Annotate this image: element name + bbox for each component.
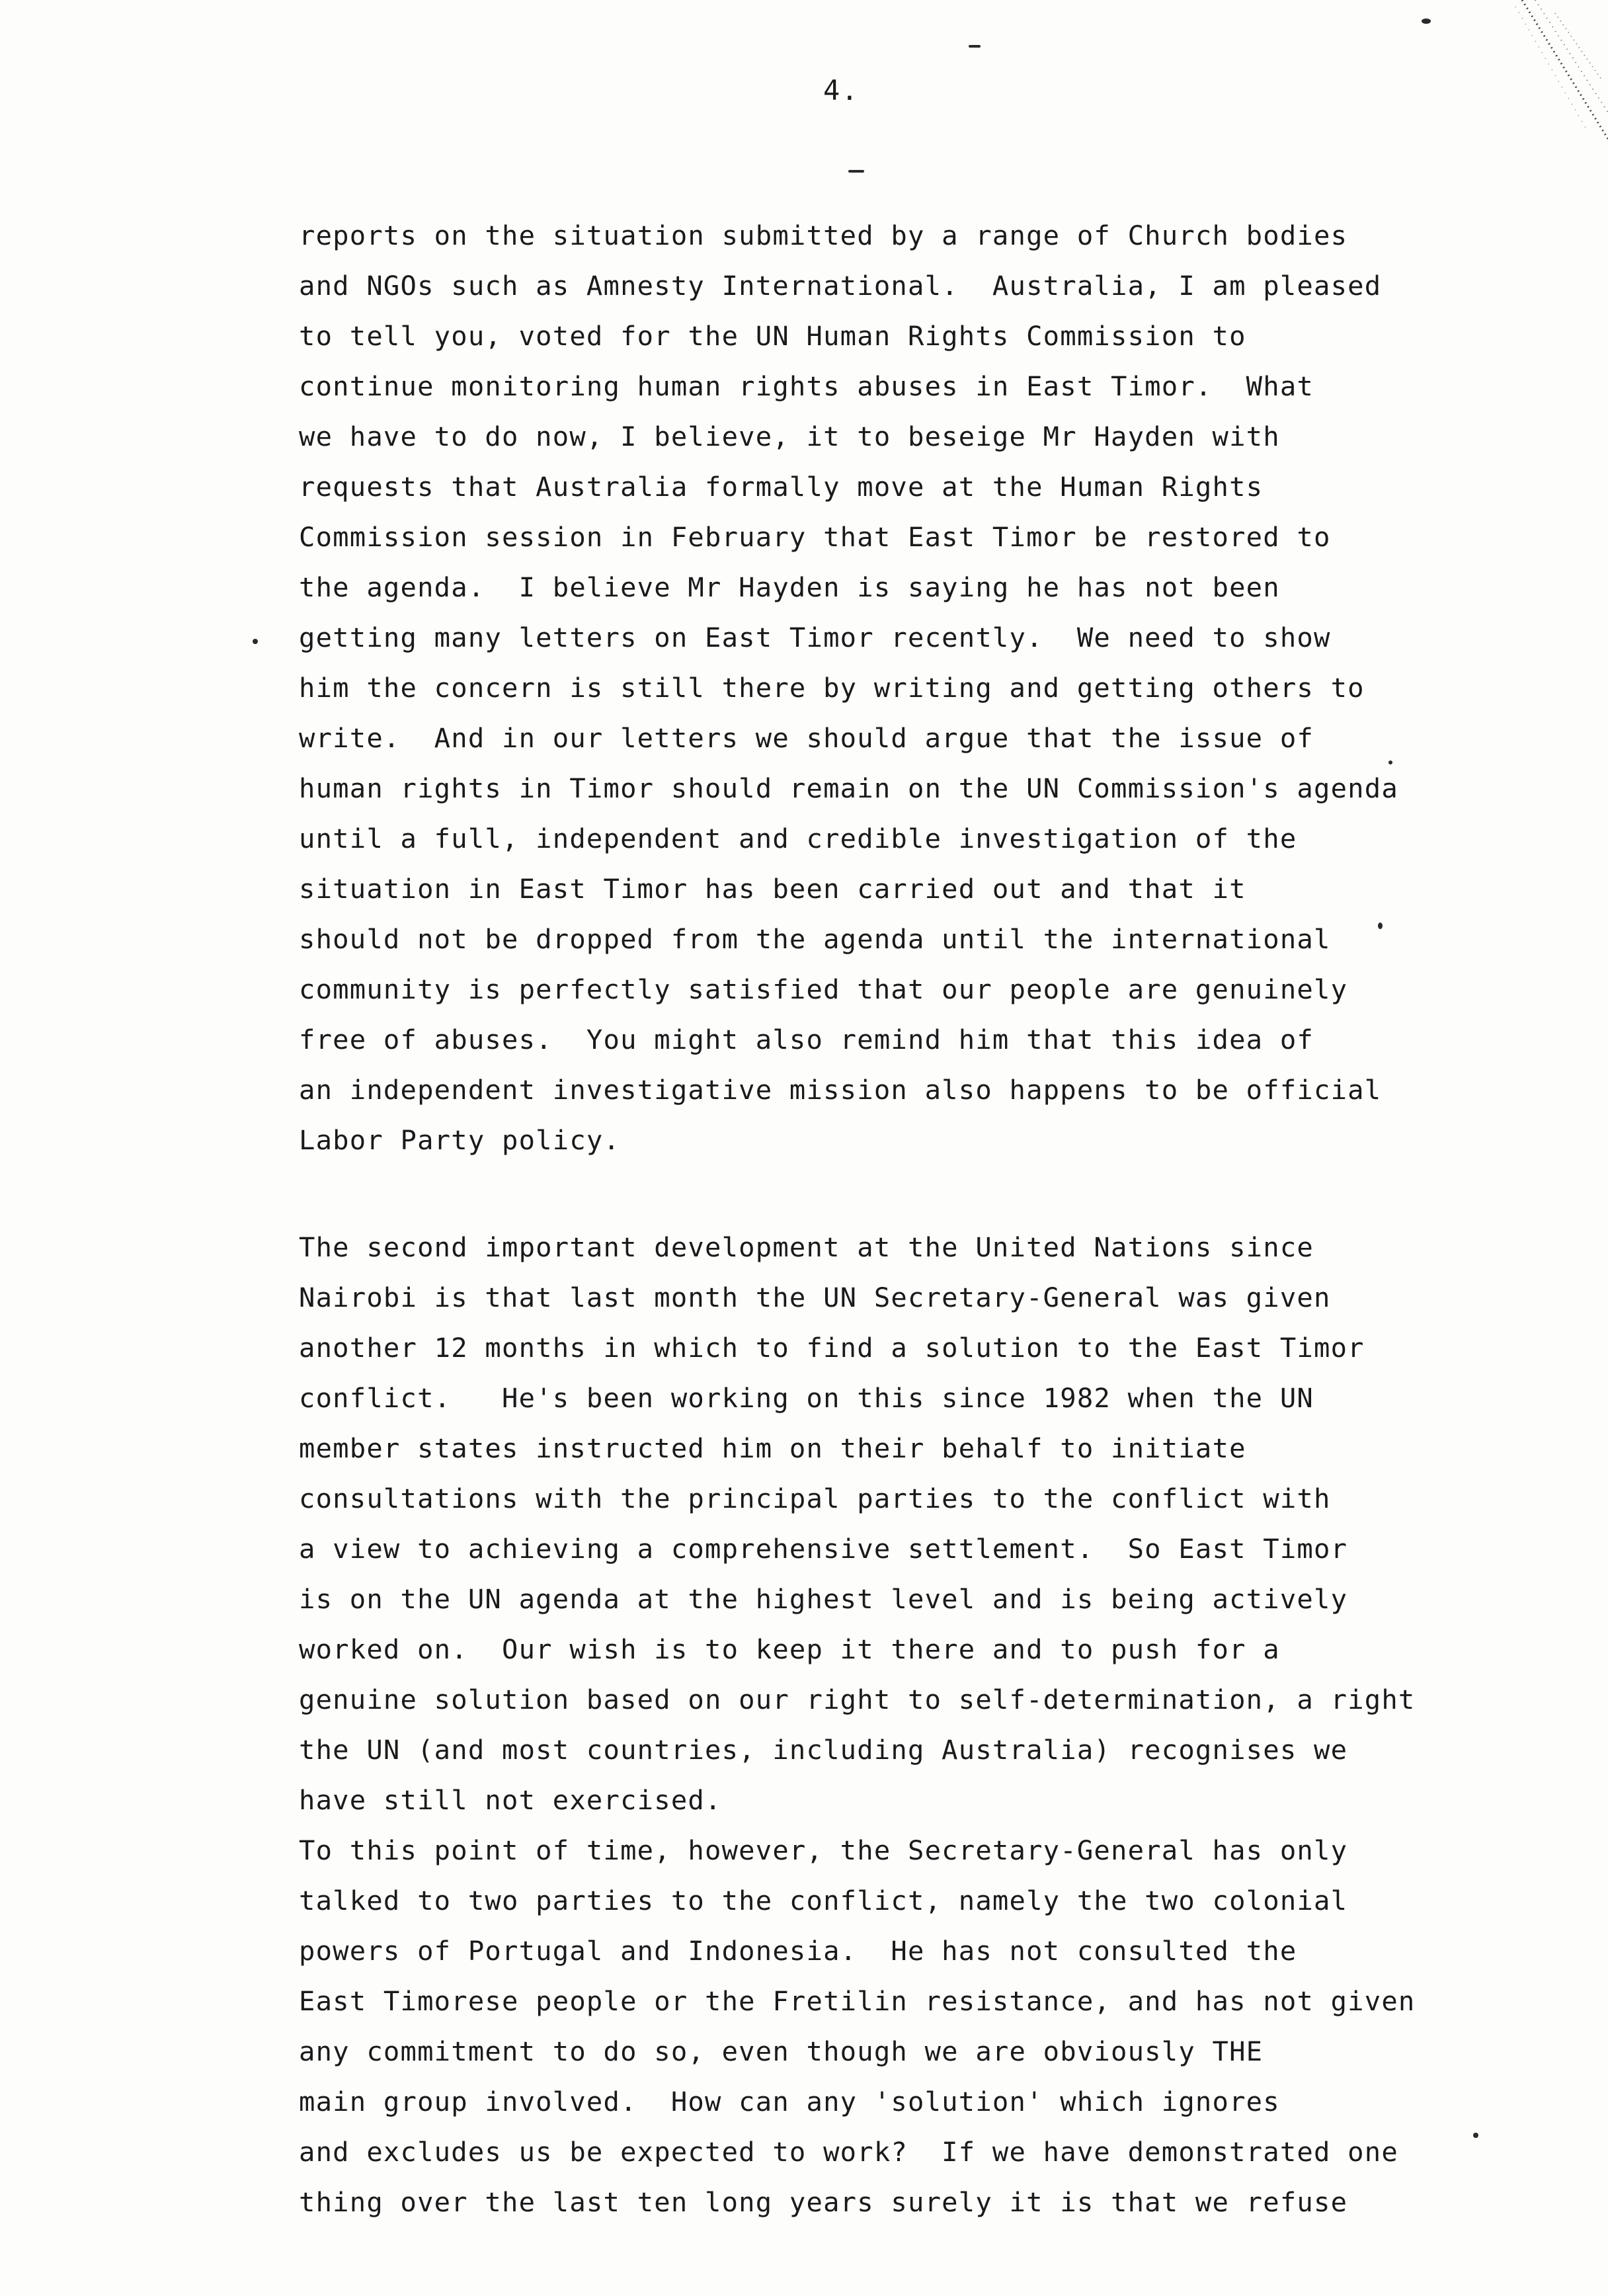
text-line: worked on. Our wish is to keep it there and to push for a bbox=[299, 1633, 1280, 1665]
text-line: East Timorese people or the Fretilin resistance, and has not given bbox=[299, 1985, 1416, 2017]
text-line: Labor Party policy. bbox=[299, 1124, 621, 1156]
text-line: until a full, independent and credible investigation of the bbox=[299, 823, 1297, 854]
paragraph bbox=[299, 210, 1463, 1165]
paragraph bbox=[299, 1825, 1463, 2227]
scan-speck bbox=[1473, 2133, 1478, 2138]
scan-speck bbox=[969, 45, 981, 48]
text-line: main group involved. How can any 'solution' which ignores bbox=[299, 2086, 1280, 2117]
paragraph-gap bbox=[299, 1165, 1463, 1222]
text-line: a view to achieving a comprehensive settlement. So East Timor bbox=[299, 1533, 1348, 1565]
text-line: and NGOs such as Amnesty International. Australia, I am pleased bbox=[299, 270, 1382, 302]
text-line: another 12 months in which to find a solution to the East Timor bbox=[299, 1332, 1365, 1364]
text-line: human rights in Timor should remain on the UN Commission's agenda bbox=[299, 772, 1398, 804]
text-line: requests that Australia formally move at the Human Rights bbox=[299, 471, 1264, 503]
text-line: Commission session in February that East Timor be restored to bbox=[299, 521, 1331, 553]
scan-speck bbox=[253, 639, 258, 644]
text-line: and excludes us be expected to work? If we have demonstrated one bbox=[299, 2136, 1398, 2168]
text-line: reports on the situation submitted by a range of Church bodies bbox=[299, 220, 1348, 251]
text-line: any commitment to do so, even though we are obviously THE bbox=[299, 2035, 1264, 2067]
text-line: genuine solution based on our right to self-determination, a right bbox=[299, 1684, 1416, 1715]
text-line: we have to do now, I believe, it to beseige Mr Hayden with bbox=[299, 421, 1280, 452]
text-line: write. And in our letters we should argue that the issue of bbox=[299, 722, 1314, 754]
text-line: the UN (and most countries, including Australia) recognises we bbox=[299, 1734, 1348, 1766]
text-line: getting many letters on East Timor recently. We need to show bbox=[299, 622, 1331, 653]
text-line: is on the UN agenda at the highest level and is being actively bbox=[299, 1583, 1348, 1615]
text-line: should not be dropped from the agenda until the international bbox=[299, 923, 1331, 955]
text-line: the agenda. I believe Mr Hayden is saying he has not been bbox=[299, 571, 1280, 603]
text-line: have still not exercised. bbox=[299, 1784, 722, 1816]
text-line: The second important development at the United Nations since bbox=[299, 1231, 1314, 1263]
scan-speck bbox=[848, 170, 864, 173]
text-line: Nairobi is that last month the UN Secretary-General was given bbox=[299, 1282, 1331, 1313]
scan-speck bbox=[1422, 19, 1431, 24]
text-line: situation in East Timor has been carried out and that it bbox=[299, 873, 1246, 905]
text-line: To this point of time, however, the Secretary-General has only bbox=[299, 1834, 1348, 1866]
text-line: community is perfectly satisfied that our people are genuinely bbox=[299, 973, 1348, 1005]
text-line: member states instructed him on their behalf to initiate bbox=[299, 1432, 1246, 1464]
body-text bbox=[299, 210, 1463, 2227]
text-line: to tell you, voted for the UN Human Rights Commission to bbox=[299, 320, 1246, 352]
text-line: talked to two parties to the conflict, namely the two colonial bbox=[299, 1885, 1348, 1916]
text-line: continue monitoring human rights abuses in East Timor. What bbox=[299, 370, 1314, 402]
text-line: an independent investigative mission also happens to be official bbox=[299, 1074, 1382, 1106]
scan-artifact-corner bbox=[1509, 0, 1608, 165]
text-line: consultations with the principal parties to the conflict with bbox=[299, 1483, 1331, 1514]
paragraph bbox=[299, 1222, 1463, 1825]
page-number: 4. bbox=[823, 74, 860, 106]
text-line: powers of Portugal and Indonesia. He has not consulted the bbox=[299, 1935, 1297, 1967]
text-line: thing over the last ten long years surely it is that we refuse bbox=[299, 2186, 1348, 2218]
text-line: him the concern is still there by writing and getting others to bbox=[299, 672, 1365, 704]
text-line: conflict. He's been working on this since 1982 when the UN bbox=[299, 1382, 1314, 1414]
text-line: free of abuses. You might also remind him that this idea of bbox=[299, 1024, 1314, 1055]
